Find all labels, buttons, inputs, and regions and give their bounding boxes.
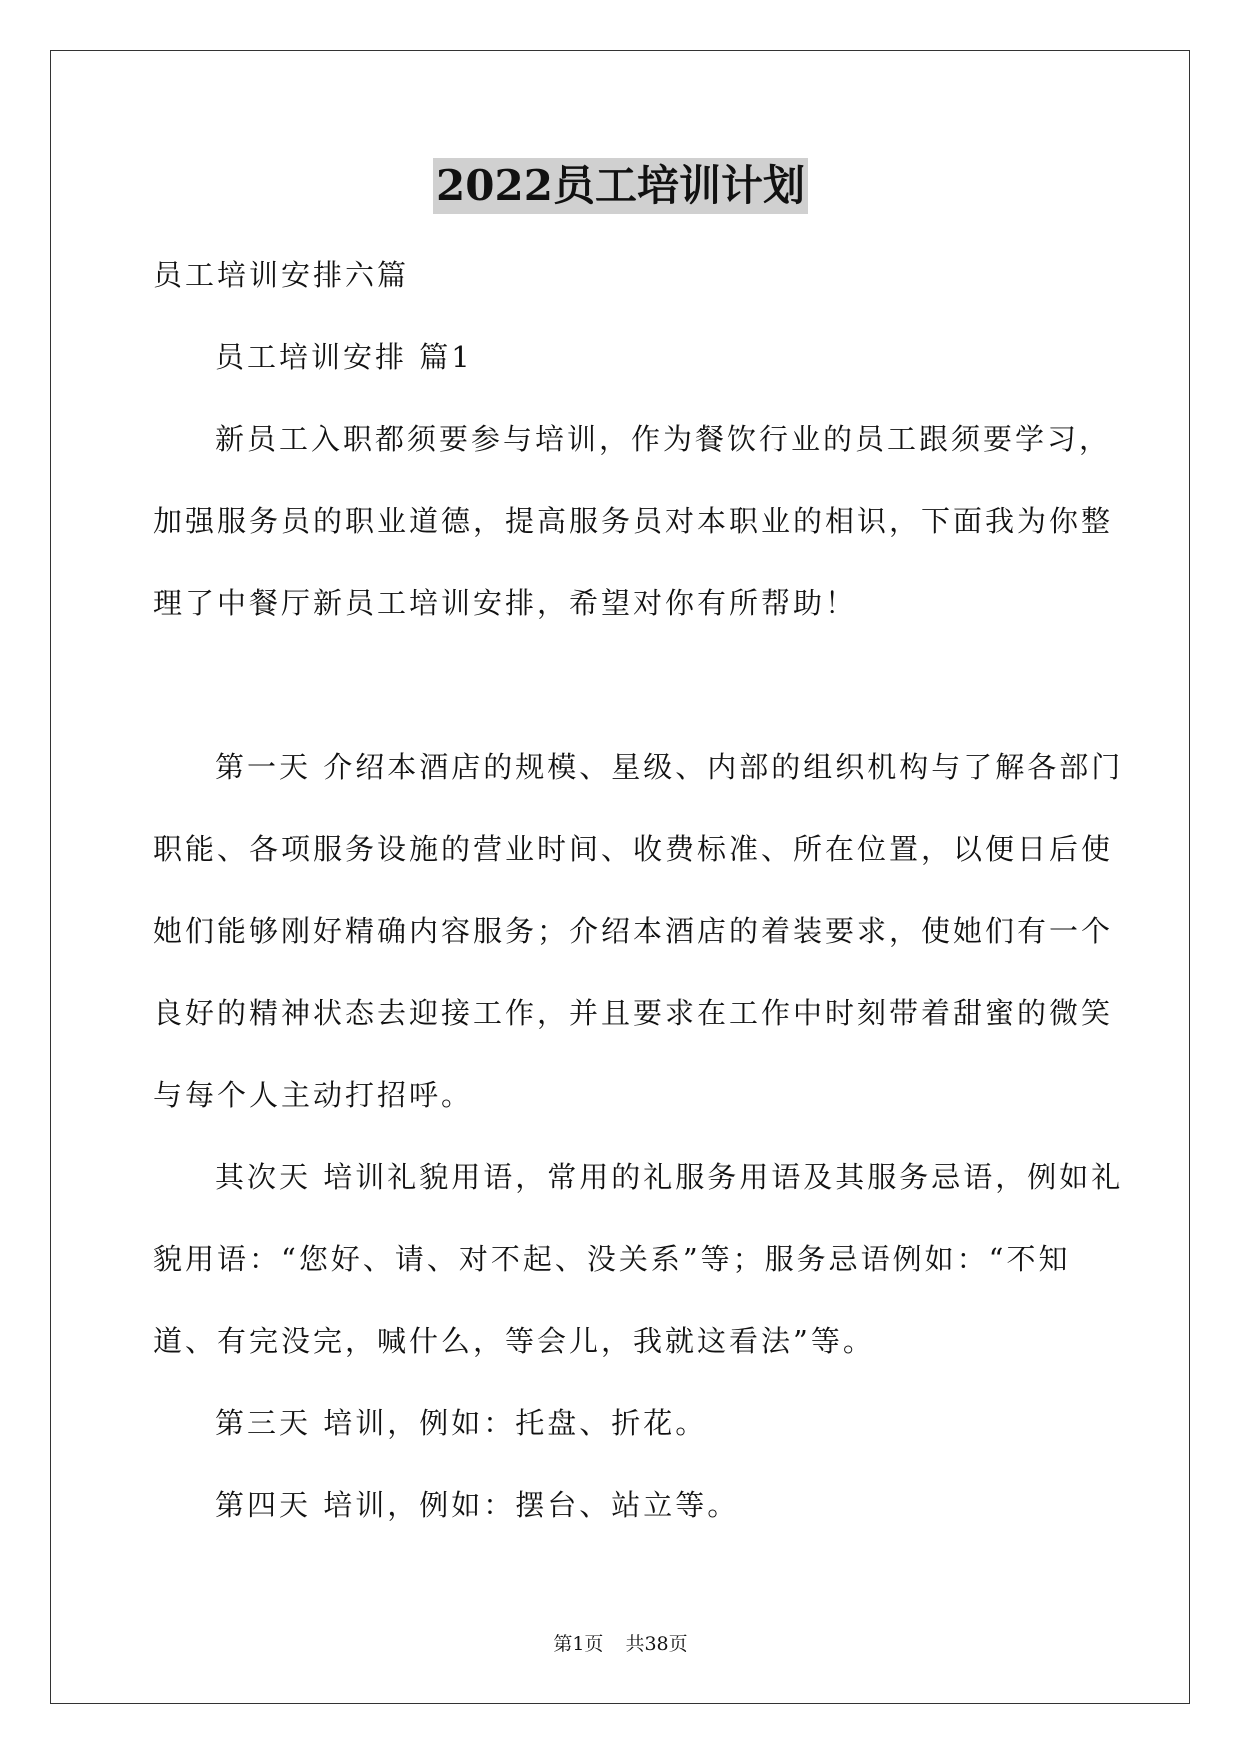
day1-line: 职能、各项服务设施的营业时间、收费标准、所在位置，以便日后使 <box>153 832 1114 866</box>
day2-line: 其次天 培训礼貌用语，常用的礼服务用语及其服务忌语，例如礼 <box>215 1160 1124 1194</box>
paragraph-line: 理了中餐厅新员工培训安排，希望对你有所帮助！ <box>153 586 858 620</box>
paragraph-line: 加强服务员的职业道德，提高服务员对本职业的相识，下面我为你整 <box>153 504 1114 538</box>
day3-line: 第三天 培训，例如：托盘、折花。 <box>215 1406 708 1440</box>
day1-line: 良好的精神状态去迎接工作，并且要求在工作中时刻带着甜蜜的微笑 <box>153 996 1114 1030</box>
section-heading: 员工培训安排 篇1 <box>215 340 473 374</box>
page-footer <box>0 1632 1241 1656</box>
day1-line: 第一天 介绍本酒店的规模、星级、内部的组织机构与了解各部门 <box>215 750 1124 784</box>
paragraph-line: 新员工入职都须要参与培训，作为餐饮行业的员工跟须要学习， <box>215 422 1112 456</box>
page-number: 第1页 <box>553 1633 604 1655</box>
day2-line: 貌用语：“您好、请、对不起、没关系”等；服务忌语例如：“不知 <box>153 1242 1071 1276</box>
document-title: 2022员工培训计划 <box>433 158 808 214</box>
document-body <box>153 234 1124 1546</box>
title-container <box>0 158 1241 214</box>
day1-line: 她们能够刚好精确内容服务；介绍本酒店的着装要求，使她们有一个 <box>153 914 1114 948</box>
page-total: 共38页 <box>625 1633 688 1655</box>
blank-line <box>153 644 1093 726</box>
day2-line: 道、有完没完，喊什么，等会儿，我就这看法”等。 <box>153 1324 875 1358</box>
day1-line: 与每个人主动打招呼。 <box>153 1078 474 1112</box>
day4-line: 第四天 培训，例如：摆台、站立等。 <box>215 1488 740 1522</box>
subtitle: 员工培训安排六篇 <box>153 258 410 292</box>
